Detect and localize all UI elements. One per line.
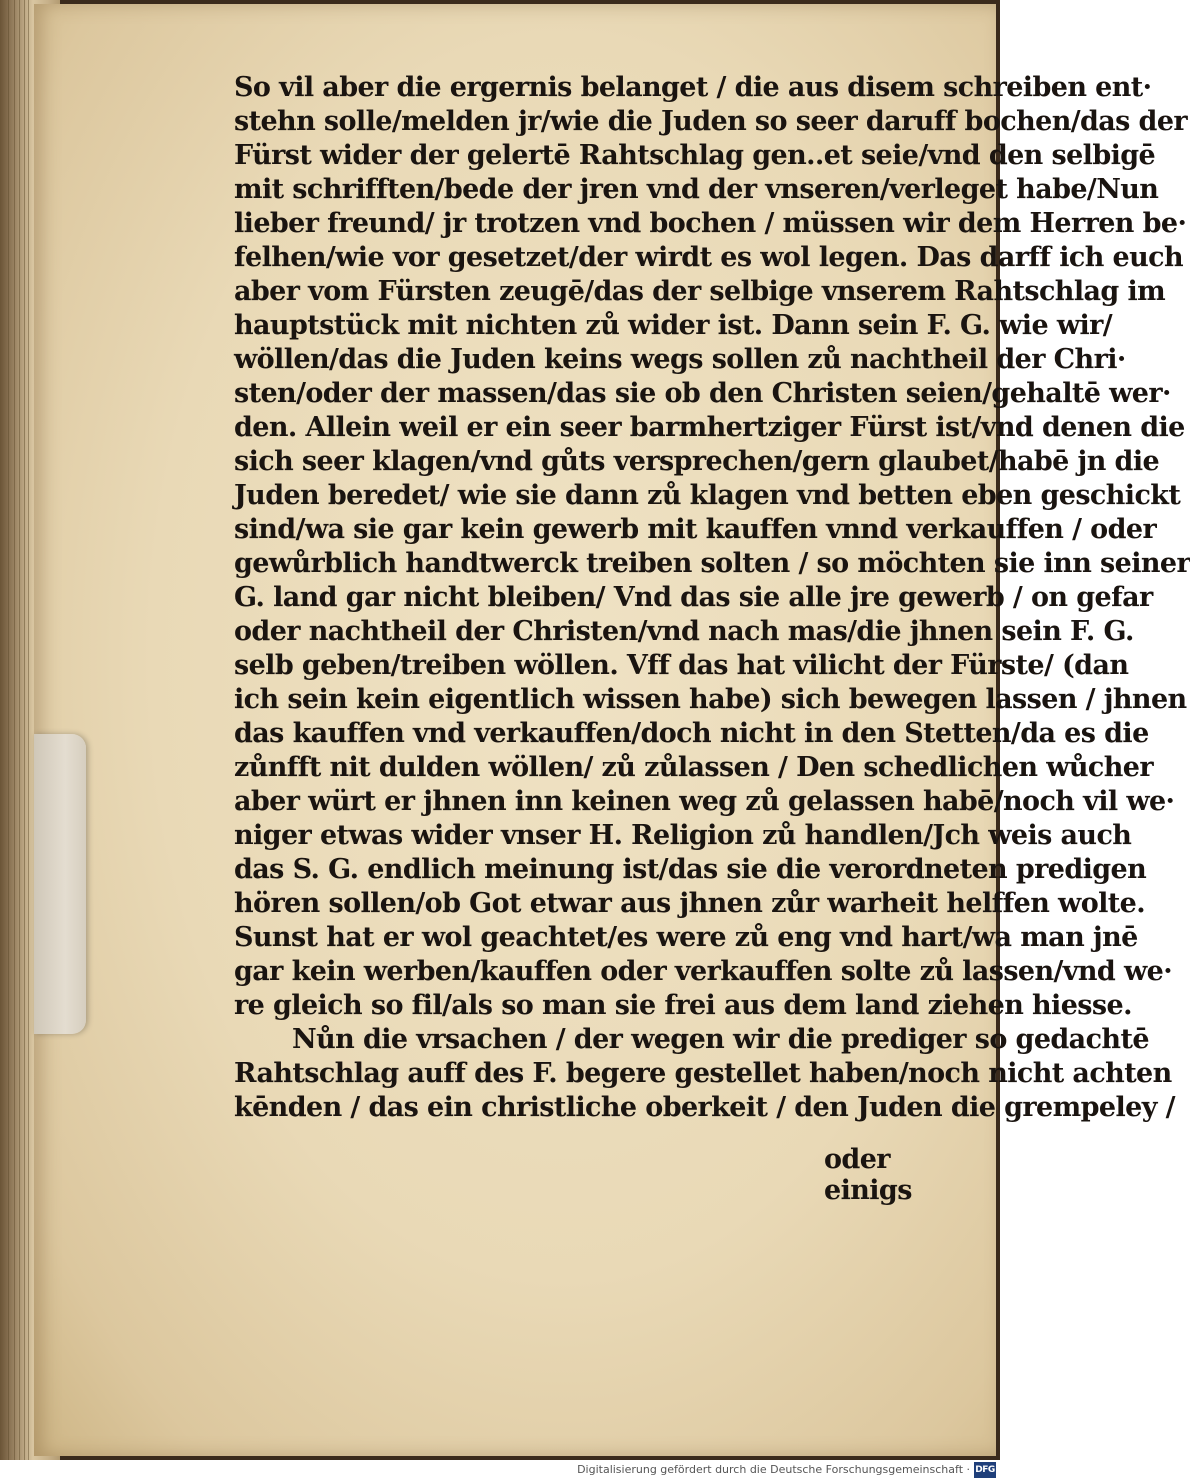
page-edge-line: [19, 0, 20, 1460]
digitization-credit: Digitalisierung gefördert durch die Deutsche Forschungsgemeinschaft ·: [577, 1463, 970, 1476]
text-line: hauptstück mit nichten zů wider ist. Dann sein F. G. wie wir/: [234, 310, 1113, 341]
text-line: lieber freund/ jr trotzen vnd bochen / müssen wir dem Herren be·: [234, 208, 1187, 239]
text-line: oder nachtheil der Christen/vnd nach mas/die jhnen sein F. G.: [234, 616, 1134, 647]
text-line: Rahtschlag auff des F. begere gestellet haben/noch nicht achten: [234, 1058, 1172, 1089]
text-line: gar kein werben/kauffen oder verkauffen solte zů lassen/vnd we·: [234, 956, 1173, 987]
catchword: oder einigs: [824, 1144, 912, 1206]
text-line: felhen/wie vor gesetzet/der wirdt es wol legen. Das darff ich euch: [234, 242, 1184, 273]
page-tab-marker: [34, 734, 86, 1034]
text-line: das kauffen vnd verkauffen/doch nicht in den Stetten/da es die: [234, 718, 1149, 749]
text-line: So vil aber die ergernis belanget / die aus disem schreiben ent·: [234, 72, 1152, 103]
book-page: [34, 4, 1190, 1456]
text-line: den. Allein weil er ein seer barmhertziger Fürst ist/vnd denen die: [234, 412, 1185, 443]
text-line: selb geben/treiben wöllen. Vff das hat vilicht der Fürste/ (dan: [234, 650, 1129, 681]
text-line: hören sollen/ob Got etwar aus jhnen zůr warheit helffen wolte.: [234, 888, 1146, 919]
text-line: das S. G. endlich meinung ist/das sie die verordneten predigen: [234, 854, 1147, 885]
page-edge-line: [28, 0, 29, 1460]
text-line: gewůrblich handtwerck treiben solten / so möchten sie inn seiner: [234, 548, 1190, 579]
text-line: kēnden / das ein christliche oberkeit / den Juden die grempeley /: [234, 1092, 1175, 1123]
text-line: Juden beredet/ wie sie dann zů klagen vnd betten eben geschickt: [234, 480, 1181, 511]
text-line: re gleich so fil/als so man sie frei aus dem land ziehen hiesse.: [234, 990, 1132, 1021]
text-line: sten/oder der massen/das sie ob den Christen seien/gehaltē wer·: [234, 378, 1171, 409]
text-line: aber würt er jhnen inn keinen weg zů gelassen habē/noch vil we·: [234, 786, 1175, 817]
text-line: sind/wa sie gar kein gewerb mit kauffen vnnd verkauffen / oder: [234, 514, 1157, 545]
dfg-logo: DFG: [974, 1462, 996, 1478]
text-line: mit schrifften/bede der jren vnd der vnseren/verleget habe/Nun: [234, 174, 1159, 205]
page-edge-line: [8, 0, 9, 1460]
text-line: Nůn die vrsachen / der wegen wir die prediger so gedachtē: [292, 1024, 1149, 1055]
page-edge-line: [14, 0, 15, 1460]
text-line: zůnfft nit dulden wöllen/ zů zůlassen / Den schedlichen wůcher: [234, 752, 1153, 783]
text-line: niger etwas wider vnser H. Religion zů handlen/Jch weis auch: [234, 820, 1132, 851]
page-edge-line: [24, 0, 25, 1460]
text-line: stehn solle/melden jr/wie die Juden so seer daruff bochen/das der: [234, 106, 1188, 137]
text-line: wöllen/das die Juden keins wegs sollen zů nachtheil der Chri·: [234, 344, 1126, 375]
text-line: Fürst wider der gelertē Rahtschlag gen‥et seie/vnd den selbigē: [234, 140, 1156, 171]
text-line: G. land gar nicht bleiben/ Vnd das sie alle jre gewerb / on gefar: [234, 582, 1153, 613]
text-line: aber vom Fürsten zeugē/das der selbige vnserem Rahtschlag im: [234, 276, 1166, 307]
text-line: sich seer klagen/vnd gůts versprechen/gern glaubet/habē jn die: [234, 446, 1160, 477]
text-line: Sunst hat er wol geachtet/es were zů eng vnd hart/wa man jnē: [234, 922, 1138, 953]
text-line: ich sein kein eigentlich wissen habe) sich bewegen lassen / jhnen: [234, 684, 1187, 715]
